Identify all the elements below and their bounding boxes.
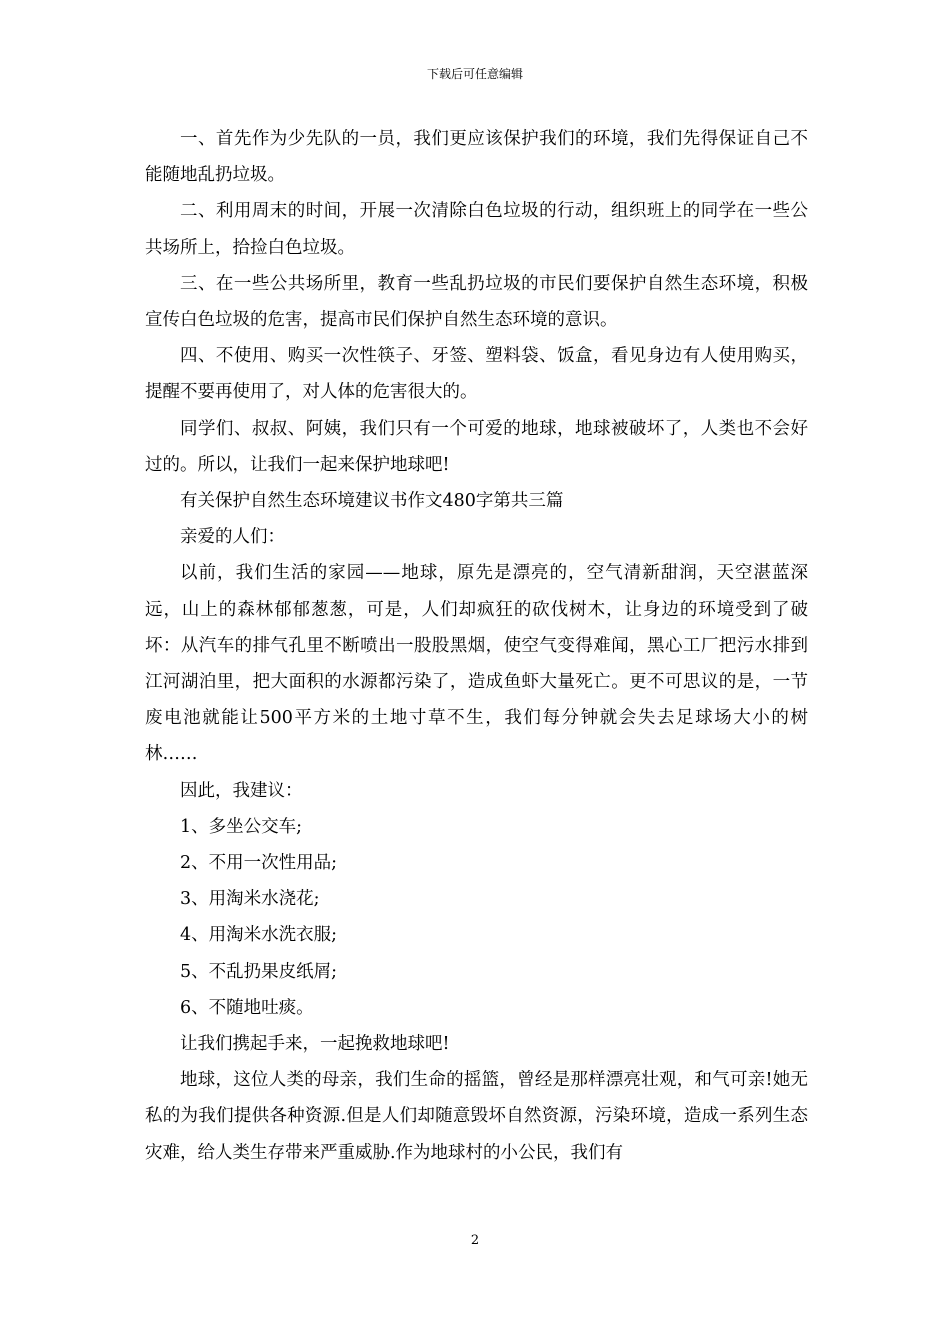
paragraph-7: 以前，我们生活的家园——地球，原先是漂亮的，空气清新甜润，天空湛蓝深远，山上的森林郁郁葱葱，可是，人们却疯狂的砍伐树木，让身边的环境受到了破坏：从汽车的排气孔里不断喷出一股股黑烟，使空气变得难闻，黑心工厂把污水排到江河湖泊里，把大面积的水源都污染了，造成鱼虾大量死亡。更不可思议的是，一节废电池就能让500平方米的土地寸草不生，我们每分钟就会失去足球场大小的树林…… (145, 563, 808, 765)
section-title: 有关保护自然生态环境建议书作文480字第共三篇 (180, 491, 564, 512)
document-body (145, 121, 808, 1171)
suggestion-intro: 因此，我建议： (180, 780, 303, 801)
page-number: 2 (470, 1233, 480, 1248)
paragraph-3: 三、在一些公共场所里，教育一些乱扔垃圾的市民们要保护自然生态环境，积极宣传白色垃圾的危害，提高市民们保护自然生态环境的意识。 (145, 273, 808, 331)
paragraph-1: 一、首先作为少先队的一员，我们更应该保护我们的环境，我们先得保证自己不能随地乱扔垃圾。 (145, 129, 808, 186)
suggestion-item-3: 3、用淘米水浇花; (180, 889, 320, 910)
suggestion-item-4: 4、用淘米水洗衣服; (180, 925, 338, 946)
closing-call: 让我们携起手来，一起挽救地球吧! (180, 1034, 450, 1055)
paragraph-4: 四、不使用、购买一次性筷子、牙签、塑料袋、饭盒，看见身边有人使用购买，提醒不要再使用了，对人体的危害很大的。 (145, 346, 808, 403)
suggestion-item-1: 1、多坐公交车; (180, 816, 303, 837)
paragraph-2: 二、利用周末的时间，开展一次清除白色垃圾的行动，组织班上的同学在一些公共场所上，拾捡白色垃圾。 (145, 201, 808, 258)
salutation: 亲爱的人们： (180, 527, 285, 548)
suggestion-item-5: 5、不乱扔果皮纸屑; (180, 961, 338, 982)
suggestion-item-6: 6、不随地吐痰。 (180, 997, 314, 1018)
suggestion-item-2: 2、不用一次性用品; (180, 853, 338, 874)
paragraph-5: 同学们、叔叔、阿姨，我们只有一个可爱的地球，地球被破坏了，人类也不会好过的。所以，让我们一起来保护地球吧! (145, 418, 808, 475)
paragraph-final: 地球，这位人类的母亲，我们生命的摇篮，曾经是那样漂亮壮观，和气可亲!她无私的为我们提供各种资源.但是人们却随意毁坏自然资源，污染环境，造成一系列生态灾难，给人类生存带来严重威胁.作为地球村的小公民，我们有 (145, 1070, 808, 1163)
page-header: 下载后可任意编辑 (426, 67, 523, 81)
